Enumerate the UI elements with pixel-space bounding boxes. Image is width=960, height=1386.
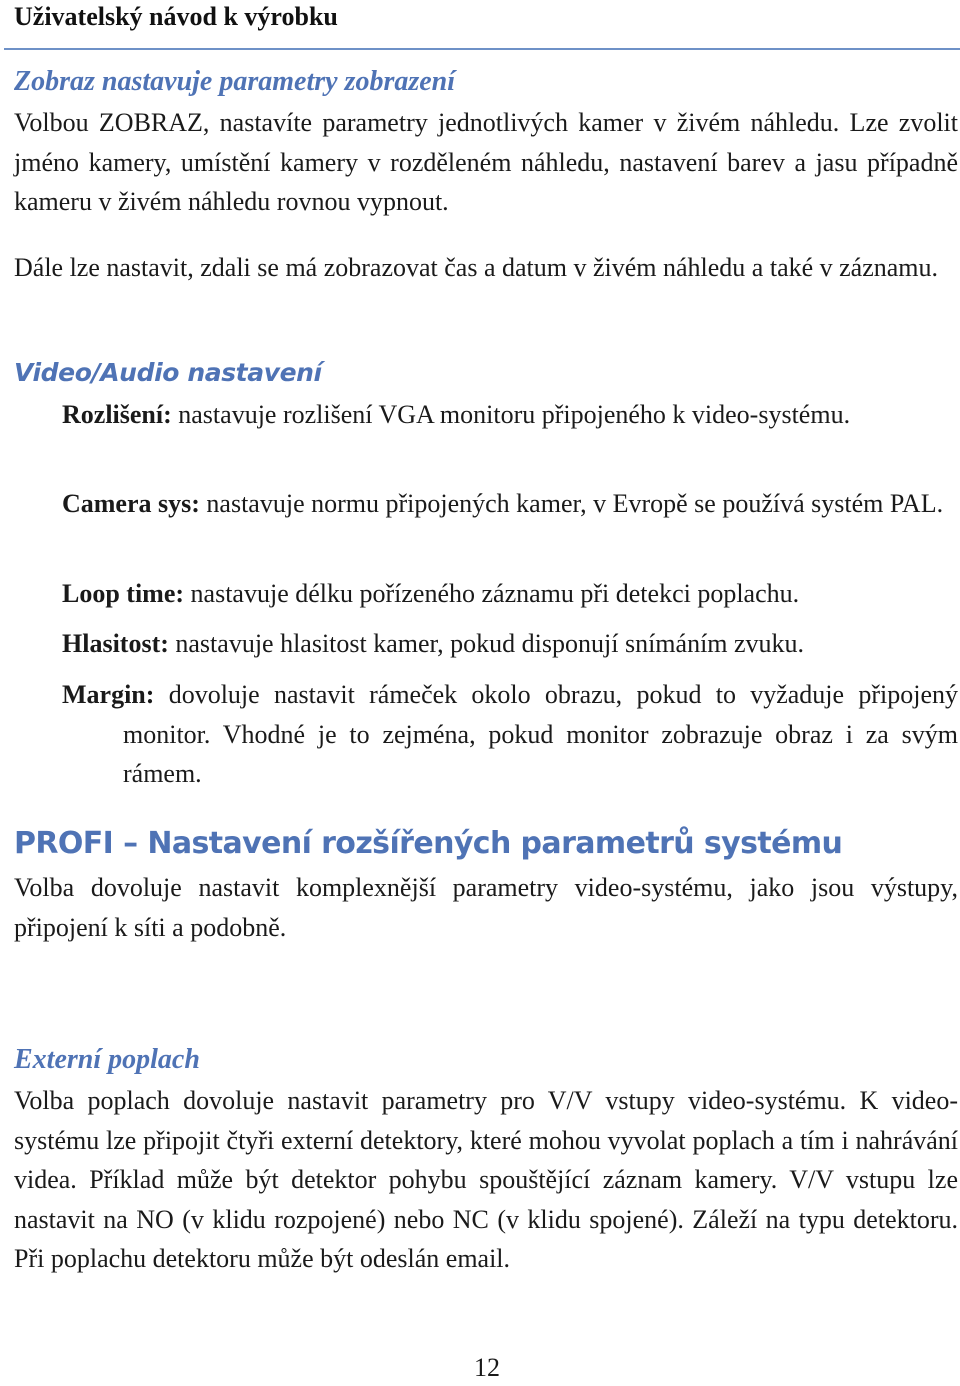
header-rule <box>4 48 960 50</box>
profi-heading: PROFI – Nastavení rozšířených parametrů systému <box>14 826 843 861</box>
externi-poplach-paragraph: Volba poplach dovoluje nastavit parametry pro V/V vstupy video-systému. K video-systému lze připojit čtyři externí detektory, které mohou vyvolat poplach a tím i nahrávání videa. Příklad může být detektor pohybu spouštějící záznam kamery. V/V vstupu lze nastavit na NO (v klidu rozpojené) nebo NC (v klidu spojené). Záleží na typu detektoru. Při poplachu detektoru může být odeslán email. <box>14 1086 958 1274</box>
setting-description: dovoluje nastavit rámeček okolo obrazu, pokud to vyžaduje připojený monitor. Vhodné je to zejména, pokud monitor zobrazuje obraz i za svým rámem. <box>123 680 958 789</box>
zobraz-heading: Zobraz nastavuje parametry zobrazení <box>14 66 456 97</box>
setting-term: Rozlišení: <box>62 400 172 429</box>
externi-poplach-heading: Externí poplach <box>14 1044 200 1075</box>
setting-item-loop-time <box>62 574 958 614</box>
setting-item-hlasitost <box>62 624 958 664</box>
setting-item-camera-sys <box>62 484 958 524</box>
video-audio-heading: Video/Audio nastavení <box>14 358 322 387</box>
setting-item-rozliseni <box>62 395 958 435</box>
zobraz-paragraph-2: Dále lze nastavit, zdali se má zobrazovat čas a datum v živém náhledu a také v záznamu. <box>14 253 939 282</box>
setting-term: Margin: <box>62 680 155 709</box>
profi-paragraph: Volba dovoluje nastavit komplexnější parametry video-systému, jako jsou výstupy, připojení k síti a podobně. <box>14 873 958 942</box>
setting-item-margin <box>62 675 958 794</box>
setting-description: nastavuje hlasitost kamer, pokud disponují snímáním zvuku. <box>175 629 805 658</box>
zobraz-paragraph-1: Volbou ZOBRAZ, nastavíte parametry jednotlivých kamer v živém náhledu. Lze zvolit jméno kamery, umístění kamery v rozděleném náhledu, nastavení barev a jasu případně kameru v živém náhledu rovnou vypnout. <box>14 108 958 217</box>
setting-term: Hlasitost: <box>62 629 169 658</box>
setting-description: nastavuje délku pořízeného záznamu při detekci poplachu. <box>190 579 800 608</box>
page-number: 12 <box>474 1353 500 1382</box>
setting-description: nastavuje normu připojených kamer, v Evropě se používá systém PAL. <box>206 489 944 518</box>
setting-term: Camera sys: <box>62 489 200 518</box>
setting-term: Loop time: <box>62 579 185 608</box>
running-header: Uživatelský návod k výrobku <box>14 2 338 31</box>
setting-description: nastavuje rozlišení VGA monitoru připojeného k video-systému. <box>178 400 851 429</box>
